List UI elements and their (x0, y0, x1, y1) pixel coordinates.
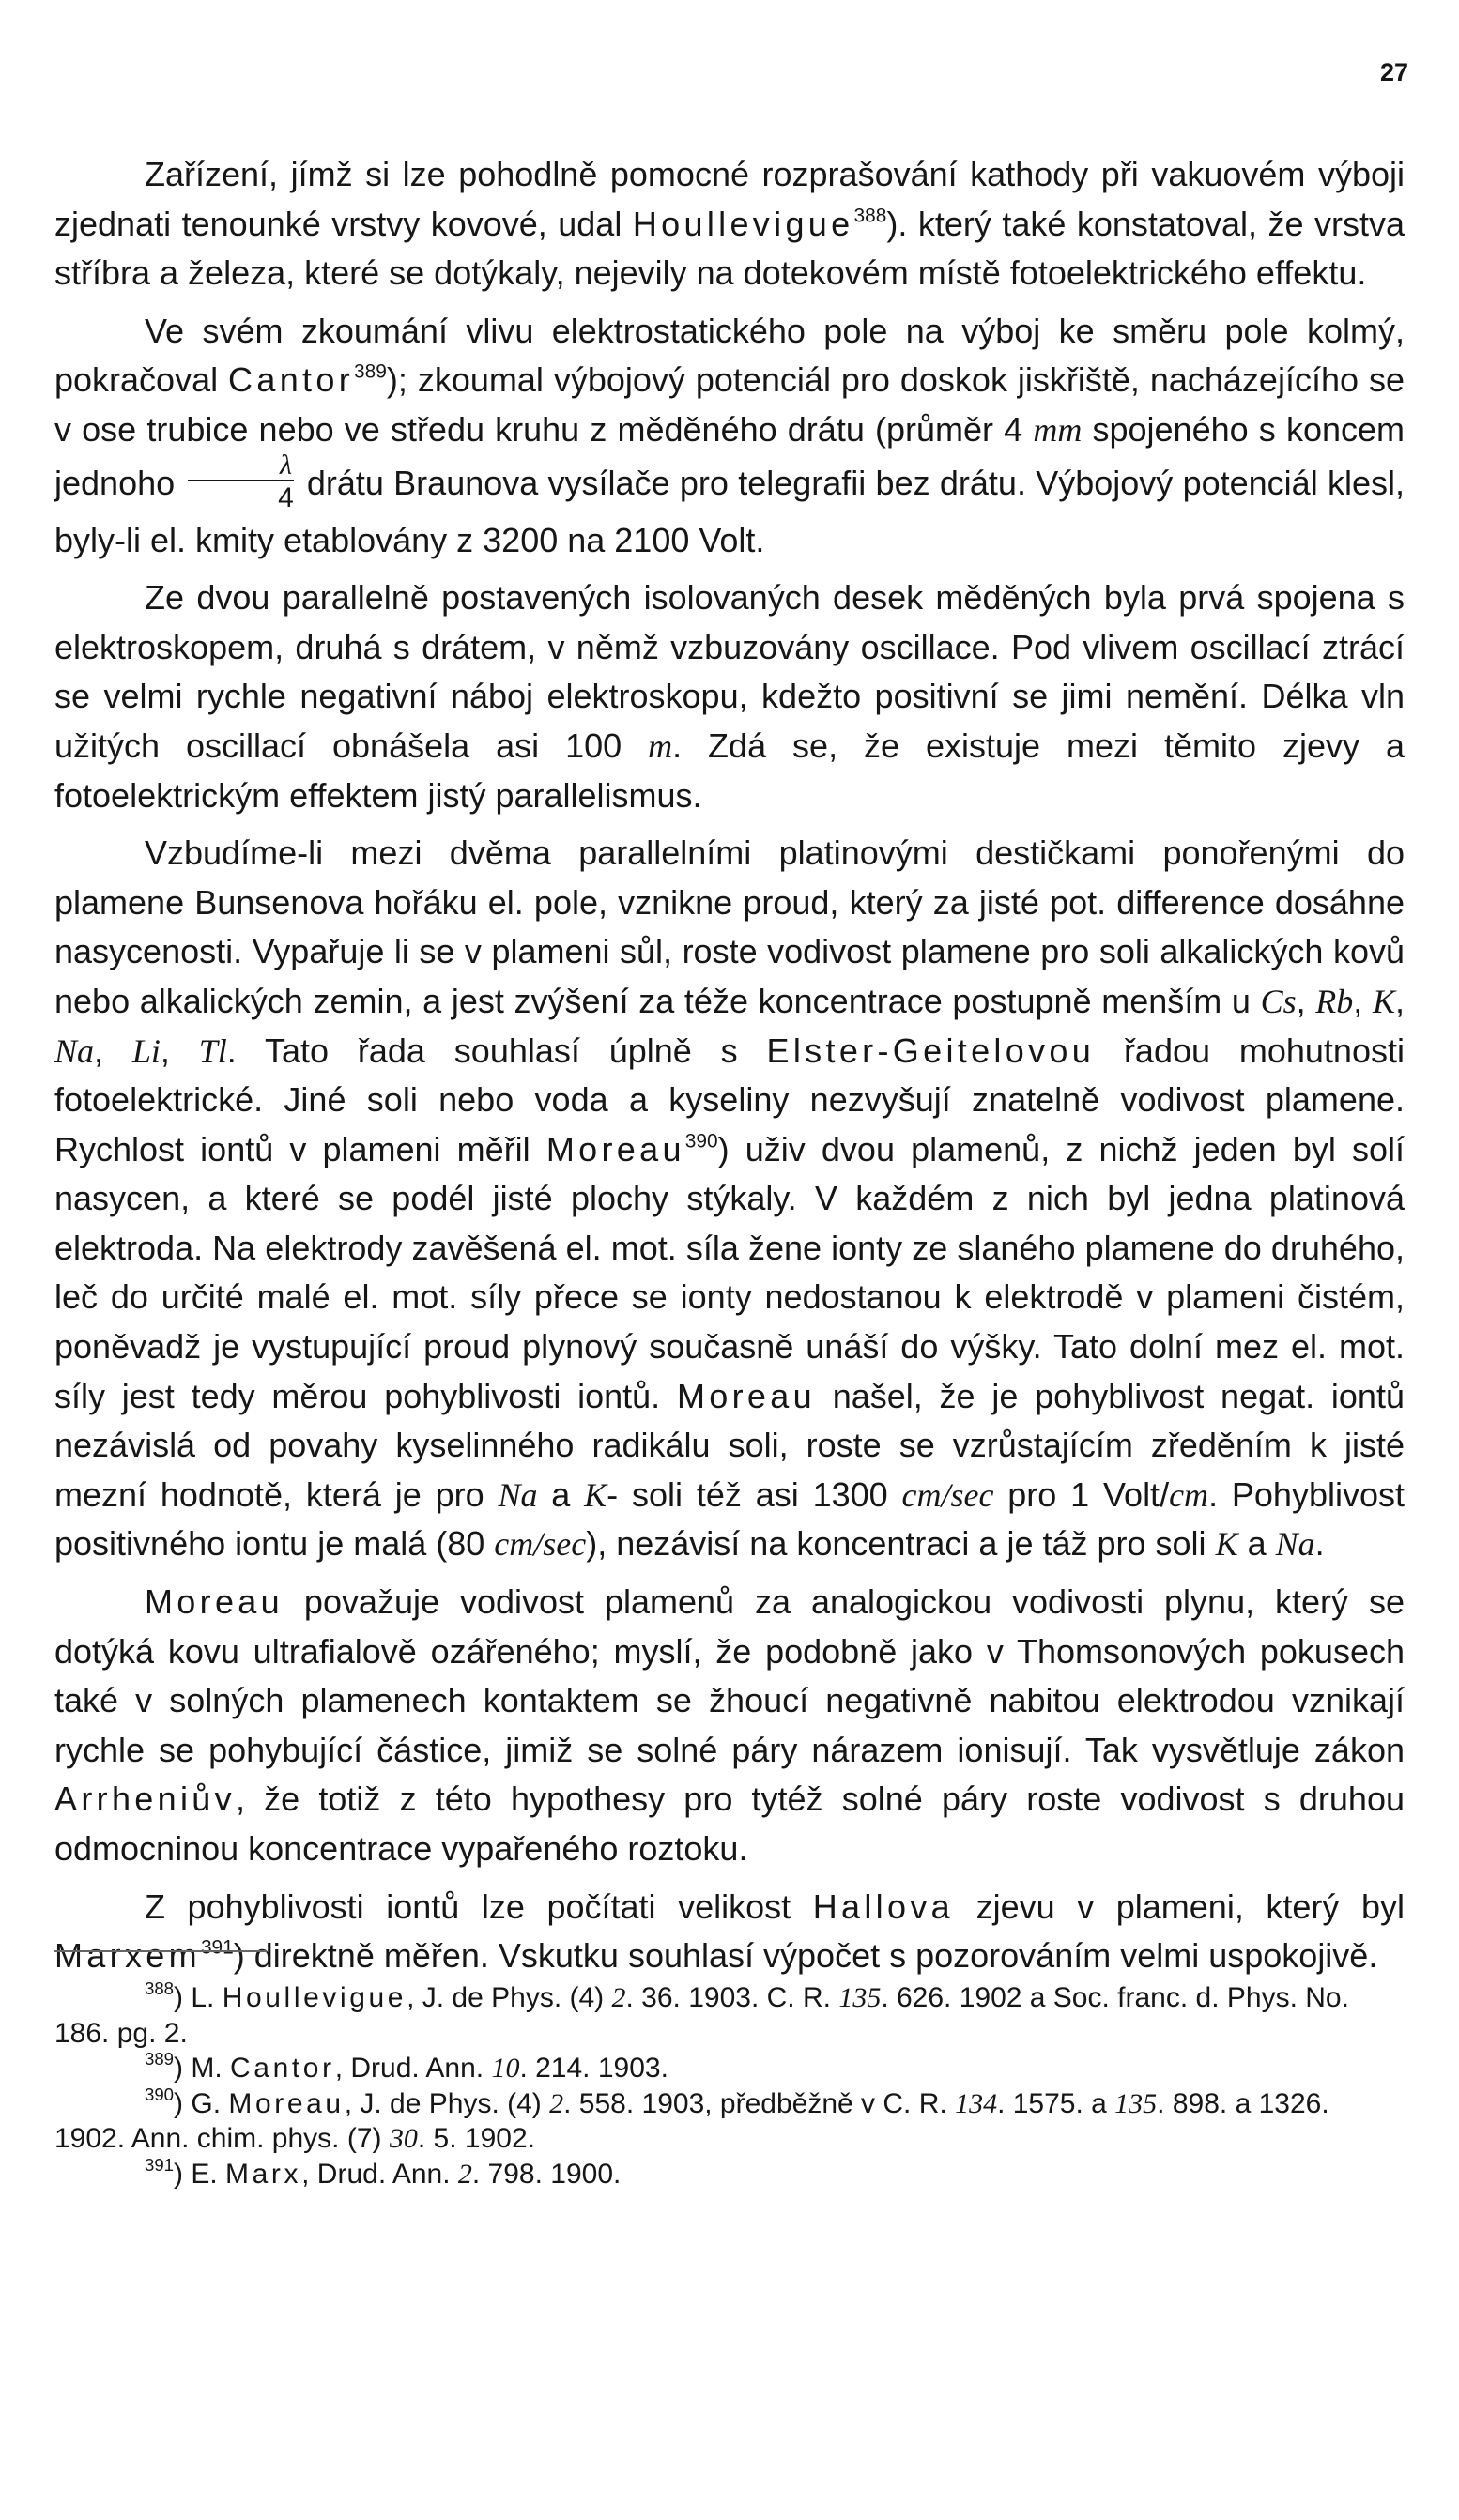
text: , Drud. Ann. (301, 2158, 458, 2190)
footnotes (54, 1980, 1405, 2192)
element-symbol: Tl (198, 1031, 227, 1070)
author-name: Marx (225, 2158, 302, 2190)
page-number: 27 (1379, 58, 1408, 86)
element-symbol: Na (498, 1475, 538, 1514)
text: Ze dvou parallelně postavených isolovaných desek měděných byla prvá spojena s elektroskopem, druhá s drátem, v němž vzbuzovány oscillace. Pod vlivem oscillací ztrácí se velmi rychle negativní náboj elektroskopu, kdežto positivní se jimi nemění. Délka vln užitých oscillací obnášela asi 100 (54, 578, 1405, 765)
element-symbol: Rb (1315, 982, 1354, 1020)
author-name: Cantor (230, 2053, 335, 2084)
text: ) L. (174, 1982, 223, 2013)
text: Ve svém zkoumání vlivu elektrostatického pole na výboj ke směru pole kolmý, pokračoval (54, 311, 1405, 400)
author-name: Arrheniův (54, 1779, 236, 1819)
text: . Tato řada souhlasí úplně s (226, 1031, 767, 1070)
fraction (188, 451, 294, 512)
text: a (1237, 1524, 1276, 1564)
element-symbol: Na (54, 1031, 95, 1070)
unit: cm (1169, 1475, 1209, 1514)
text: . 626. 1902 a Soc. franc. d. Phys. No. 186. pg. 2. (54, 1982, 1349, 2049)
text: ) direktně měřen. Vskutku souhlasí výpočet s pozorováním velmi uspokojivě. (233, 1936, 1378, 1976)
footnote-mark: 388 (145, 1978, 175, 1998)
paragraph-4: Vzbudíme-li mezi dvěma parallelními platinovými destičkami ponořenými do plamene Bunsenova hořáku el. pole, vznikne proud, který za jisté pot. difference dosáhne nasycenosti. Vypařuje li se v plameni sůl, roste vodivost plamene pro soli alkalických kovů nebo alkalických zemin, a jest zvýšení za téže koncentrace postupně menším u Cs, Rb, K, Na, Li, Tl. Tato řada souhlasí úplně s Elster-Geitelovou řadou mohutnosti fotoelektrické. Jiné soli nebo voda a kyseliny nezvyšují znatelně vodivost plamene. Rychlost iontů v plameni měřil Moreau$^{390}$) uživ dvou plamenů, z nichž jeden byl solí nasycen, a které se podél jisté plochy stýkaly. V každém z nich byl jedna platinová elektroda. Na elektrody zavěšená el. mot. síla žene ionty ze slaného plamene do druhého, leč do určité malé el. mot. síly přece se ionty nedostanou k elektrodě v plameni čistém, poněvadž je vystupující proud plynový současně unáší do výšky. Tato dolní mez el. mot. síly jest tedy měrou pohyblivosti iontů. Moreau našel, že je pohyblivost negat. iontů nezávislá od povahy kyselinného radikálu soli, roste se vzrůstajícím zředěním k jisté mezní hodnotě, která je pro Na a K- soli též asi 1300 cm/sec pro 1 Volt/cm. Pohyblivost positivného iontu je malá (80 cm/sec), nezávisí na koncentraci a je táž pro soli K a Na. (54, 833, 1405, 1564)
text: , Drud. Ann. (334, 2053, 492, 2084)
text: . 5. 1902. (417, 2123, 535, 2154)
text: zjevu v plameni, který byl (954, 1886, 1405, 1926)
volume: 134 (955, 2087, 998, 2119)
author-name: Moreau (228, 2087, 345, 2119)
text: drátu Braunova vysílače pro telegrafii bez drátu. Výbojový potenciál klesl, byly-li el. kmity etablovány z 3200 na 2100 Volt. (54, 463, 1405, 559)
text: . 36. 1903. C. R. (625, 1982, 839, 2013)
text: spojeného s koncem jednoho (54, 409, 1405, 502)
footnote-ref: 389 (354, 360, 387, 383)
volume: 2 (457, 2158, 472, 2190)
text: našel, že je pohyblivost negat. iontů nezávislá od povahy kyselinného radikálu soli, roste se vzrůstajícím zředěním k jisté mezní hodnotě, která je pro (54, 1376, 1405, 1514)
footnote-ref: 391 (200, 1936, 234, 1959)
author-name: Moreau (145, 1582, 284, 1622)
text: , J. de Phys. (4) (407, 1982, 612, 2013)
paragraph-3 (54, 573, 1405, 820)
paragraph-1 (54, 150, 1405, 298)
element-symbol: Li (131, 1031, 161, 1070)
text: ), nezávisí na koncentraci a je táž pro soli (586, 1524, 1216, 1564)
body-text (54, 150, 1405, 1990)
volume: 135 (838, 1982, 882, 2013)
element-symbol: K (1215, 1525, 1238, 1564)
footnote (54, 2086, 1405, 2157)
author-name: Houllevigue (632, 204, 854, 243)
text: ) M. (174, 2053, 231, 2084)
element-symbol: K (1372, 982, 1395, 1020)
author-name: Cantor (228, 360, 355, 400)
text: . 214. 1903. (519, 2053, 668, 2084)
unit: mm (1033, 410, 1083, 449)
paragraph-2 (54, 307, 1405, 565)
unit: cm/sec (901, 1475, 994, 1514)
volume: 10 (491, 2053, 520, 2084)
fraction-denominator: 4 (188, 480, 294, 512)
fraction-numerator: λ (279, 449, 292, 481)
element-symbol: Na (1275, 1525, 1315, 1564)
element-symbol: K (584, 1475, 607, 1514)
footnote (54, 1980, 1405, 2051)
footnote-ref: 390 (684, 1130, 718, 1153)
author-name: Houllevigue (222, 1982, 407, 2013)
unit: cm/sec (494, 1525, 587, 1564)
text: . 798. 1900. (471, 2158, 622, 2190)
text: Zařízení, jímž si lze pohodlně pomocné rozprašování kathody při vakuovém výboji zjednati tenounké vrstvy kovové, udal (54, 155, 1405, 243)
text: . 1575. a (997, 2087, 1115, 2119)
author-name: Moreau (676, 1376, 816, 1415)
volume: 2 (549, 2087, 564, 2119)
volume: 30 (389, 2123, 418, 2154)
footnote (54, 2154, 1405, 2192)
element-symbol: Cs (1260, 982, 1297, 1020)
text: považuje vodivost plamenů za analogickou vodivosti plynu, který se dotýká kovu ultrafialově ozářeného; myslí, že podobně jako v Thomsonových pokusech také v solných plamenech kontaktem se žhoucí negativně nabitou elektrodou vznikají rychle se pohybující částice, jimiž se solné páry nárazem ionisují. Tak vysvětluje zákon (54, 1582, 1405, 1769)
author-name: Marxem (54, 1936, 201, 1976)
text: . Zdá se, že existuje mezi těmito zjevy a fotoelektrickým effektem jistý parallelismus. (54, 725, 1405, 815)
text: , že totiž z této hypothesy pro tytéž solné páry roste vodivost s druhou odmocninou koncentrace vypařeného roztoku. (54, 1779, 1405, 1868)
text: pro 1 Volt/ (993, 1474, 1170, 1514)
footnote-mark: 391 (145, 2154, 175, 2175)
paragraph-5 (54, 1578, 1405, 1874)
text: ) G. (174, 2087, 229, 2119)
text: . 558. 1903, předběžně v C. R. (563, 2087, 956, 2119)
footnote (54, 2048, 1405, 2086)
text: , J. de Phys. (4) (344, 2087, 550, 2119)
footnote-mark: 389 (145, 2048, 175, 2069)
text: a (537, 1474, 585, 1514)
author-name: Elster-Geitelovou (766, 1031, 1096, 1070)
text: ); zkoumal výbojový potenciál pro doskok jiskřiště, nacházejícího se v ose trubice nebo ve středu kruhu z měděného drátu (průměr 4 (54, 360, 1405, 449)
text: - soli též asi 1300 (607, 1474, 902, 1514)
text: ) E. (174, 2158, 226, 2190)
volume: 2 (611, 1982, 626, 2013)
paragraph-6 (54, 1883, 1405, 1981)
text: Vzbudíme-li mezi dvěma parallelními platinovými destičkami ponořenými do plamene Bunsenova hořáku el. pole, vznikne proud, který za jisté pot. difference dosáhne nasycenosti. Vypařuje li se v plameni sůl, roste vodivost plamene pro soli alkalických kovů nebo alkalických zemin, a jest zvýšení za téže koncentrace postupně menším u (54, 833, 1405, 1020)
volume: 135 (1114, 2087, 1158, 2119)
text: ). který také konstatoval, že vrstva stříbra a železa, které se dotýkaly, nejevily na dotekovém místě fotoelektrického effektu. (54, 204, 1405, 293)
text: ) uživ dvou plamenů, z nichž jeden byl solí nasycen, a které se podél jisté plochy stýkaly. V každém z nich byl jedna platinová elektroda. Na elektrody zavěšená el. mot. síla žene ionty ze slaného plamene do druhého, leč do určité malé el. mot. síly přece se ionty nedostanou k elektrodě v plameni čistém, poněvadž je vystupující proud plynový současně unáší do výšky. Tato dolní mez el. mot. síly jest tedy měrou pohyblivosti iontů. (54, 1129, 1405, 1415)
author-name: Hallova (812, 1886, 955, 1926)
footnote-divider (54, 1950, 267, 1952)
text: Z pohyblivosti iontů lze počítati velikost (145, 1886, 813, 1926)
footnote-ref: 388 (853, 204, 887, 226)
text: . Pohyblivost positivného iontu je malá (80 (54, 1474, 1405, 1564)
footnote-mark: 390 (145, 2084, 175, 2104)
text: . (1314, 1524, 1325, 1564)
text: řadou mohutnosti fotoelektrické. Jiné soli nebo voda a kyseliny nezvyšují znatelně vodivost plamene. Rychlost iontů v plameni měřil (54, 1031, 1405, 1168)
text: . 898. a 1326. 1902. Ann. chim. phys. (7) (54, 2087, 1329, 2154)
author-name: Moreau (545, 1129, 685, 1168)
unit: m (648, 726, 673, 765)
